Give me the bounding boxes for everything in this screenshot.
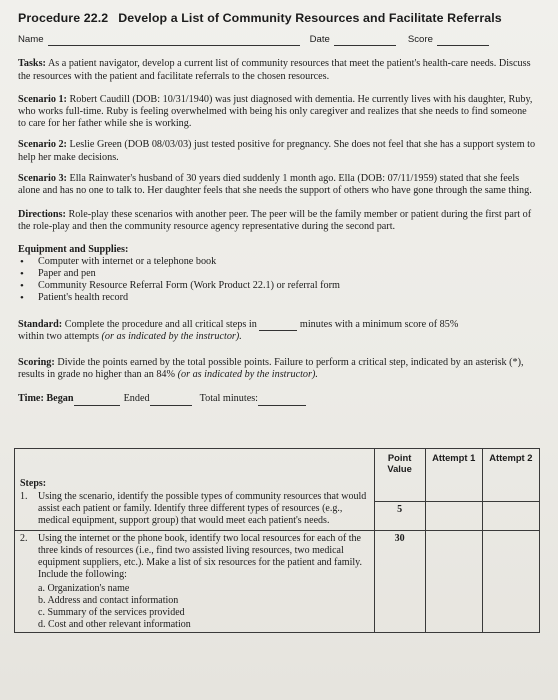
date-label: Date	[309, 34, 330, 46]
substep-item: a. Organization's name	[38, 583, 130, 594]
substep-item: b. Address and contact information	[38, 595, 179, 606]
standard-label: Standard:	[18, 318, 63, 330]
score-label: Score	[407, 34, 433, 46]
steps-column	[15, 449, 375, 531]
scoring-paragraph	[18, 357, 536, 381]
equipment-item: Patient's health record	[38, 292, 129, 304]
scenario-1-label: Scenario 1:	[18, 93, 67, 105]
step-text: Using the internet or the phone book, identify two local resources for each of the three kinds of resources (i.e., find two assisted living resources, two medical equipment suppliers, etc.). Make a list of six resources for the patient and family. Include the following:	[38, 533, 362, 580]
step-2-points: 30	[374, 531, 425, 633]
time-ended-label: Ended	[123, 393, 150, 405]
scoring-label: Scoring:	[18, 357, 55, 369]
table-row	[16, 490, 373, 529]
standard-note: (or as indicated by the instructor).	[101, 330, 242, 342]
list-item	[20, 256, 536, 268]
step-1-attempt-1-cell[interactable]	[425, 501, 482, 530]
directions-paragraph	[18, 209, 536, 233]
scoring-note: (or as indicated by the instructor).	[177, 369, 318, 381]
substep-item: c. Summary of the services provided	[38, 607, 185, 618]
tasks-paragraph	[18, 58, 536, 82]
procedure-title: Develop a List of Community Resources and Facilitate Referrals	[118, 11, 502, 25]
bullet-icon: •	[20, 292, 24, 305]
total-minutes-field[interactable]	[258, 395, 306, 406]
scenario-3-text: Ella Rainwater's husband of 30 years died suddenly 1 month ago. Ella (DOB: 07/11/1959) stated that she feels alone and has no one to talk to. Her daughter feels that she needs the support of others who have gone through the same thing.	[18, 172, 532, 197]
steps-header: Steps:	[20, 478, 47, 489]
scenario-3-label: Scenario 3:	[18, 172, 67, 184]
bullet-icon: •	[20, 280, 24, 293]
list-item	[20, 268, 536, 280]
steps-table	[14, 448, 540, 633]
step-1-attempt-2-cell[interactable]	[482, 501, 539, 530]
scenario-3	[18, 173, 536, 197]
score-field[interactable]	[437, 44, 489, 46]
directions-text: Role-play these scenarios with another peer. The peer will be the family member or patient during the first part of the role-play and then the community resource agency representative during the second part.	[18, 209, 532, 233]
step-number: 1.	[20, 491, 28, 502]
procedure-number: Procedure 22.2	[18, 11, 109, 25]
minutes-field[interactable]	[259, 320, 297, 331]
table-header-row	[15, 449, 540, 502]
standard-text-b: minutes with a minimum score of 85%	[299, 318, 459, 330]
step-2-cell	[15, 531, 375, 633]
scenario-2	[18, 139, 536, 163]
standard-text-c: within two attempts	[18, 330, 99, 342]
scenario-2-label: Scenario 2:	[18, 139, 67, 151]
table-row	[15, 531, 540, 633]
tasks-label: Tasks:	[18, 58, 46, 70]
page-title	[18, 12, 536, 24]
time-ended-field[interactable]	[150, 395, 192, 406]
scoring-text: Divide the points earned by the total possible points. Failure to perform a critical step, indicated by an asterisk (*), results in grade no higher than an 84%	[18, 357, 524, 381]
equipment-list	[18, 256, 536, 305]
attempt-1-header: Attempt 1	[425, 449, 482, 502]
equipment-item: Paper and pen	[38, 268, 96, 280]
step-text: Using the scenario, identify the possible types of community resources that would assist each patient or family. Identify three different types of resources (e.g., medical equipment, support group) that would meet each patient's needs.	[38, 491, 367, 526]
time-began-label: Time: Began	[18, 393, 74, 405]
date-field[interactable]	[334, 44, 396, 46]
step-1-points: 5	[374, 501, 425, 530]
equipment-item: Computer with internet or a telephone book	[38, 255, 217, 267]
list-item	[20, 292, 536, 304]
step-2-attempt-2-cell[interactable]	[482, 531, 539, 633]
bullet-icon: •	[20, 255, 24, 268]
time-began-field[interactable]	[74, 395, 120, 406]
scenario-1-text: Robert Caudill (DOB: 10/31/1940) was just diagnosed with dementia. He currently lives with his daughter, Ruby, who works full-time. Ruby is feeling overwhelmed with being his only caregiver and realizes that she needs to find someone to care for her father while she is working.	[18, 93, 533, 130]
equipment-title: Equipment and Supplies:	[18, 243, 129, 255]
scenario-1	[18, 94, 536, 131]
time-row	[18, 393, 536, 405]
equipment-item: Community Resource Referral Form (Work Product 22.1) or referral form	[38, 280, 340, 292]
total-minutes-label: Total minutes:	[199, 393, 259, 405]
step-2	[16, 532, 373, 583]
substep-item: d. Cost and other relevant information	[38, 619, 191, 630]
standard-paragraph	[18, 319, 536, 343]
name-label: Name	[18, 34, 44, 46]
name-field[interactable]	[48, 44, 300, 46]
bullet-icon: •	[20, 268, 24, 281]
directions-label: Directions:	[18, 209, 66, 221]
scenario-2-text: Leslie Green (DOB 08/03/03) just tested positive for pregnancy. She does not feel that she has a support system to help her make decisions.	[18, 139, 536, 163]
attempt-2-header: Attempt 2	[482, 449, 539, 502]
header-fields	[18, 34, 536, 46]
step-2-attempt-1-cell[interactable]	[425, 531, 482, 633]
list-item	[20, 280, 536, 292]
step-number: 2.	[20, 533, 28, 544]
tasks-text: As a patient navigator, develop a current list of community resources that meet the patient's health-care needs. Discuss the resources with the patient and facilitate referrals to the chosen resources.	[18, 58, 531, 82]
standard-text: Complete the procedure and all critical steps in	[64, 318, 257, 330]
point-value-header: Point Value	[374, 449, 425, 502]
